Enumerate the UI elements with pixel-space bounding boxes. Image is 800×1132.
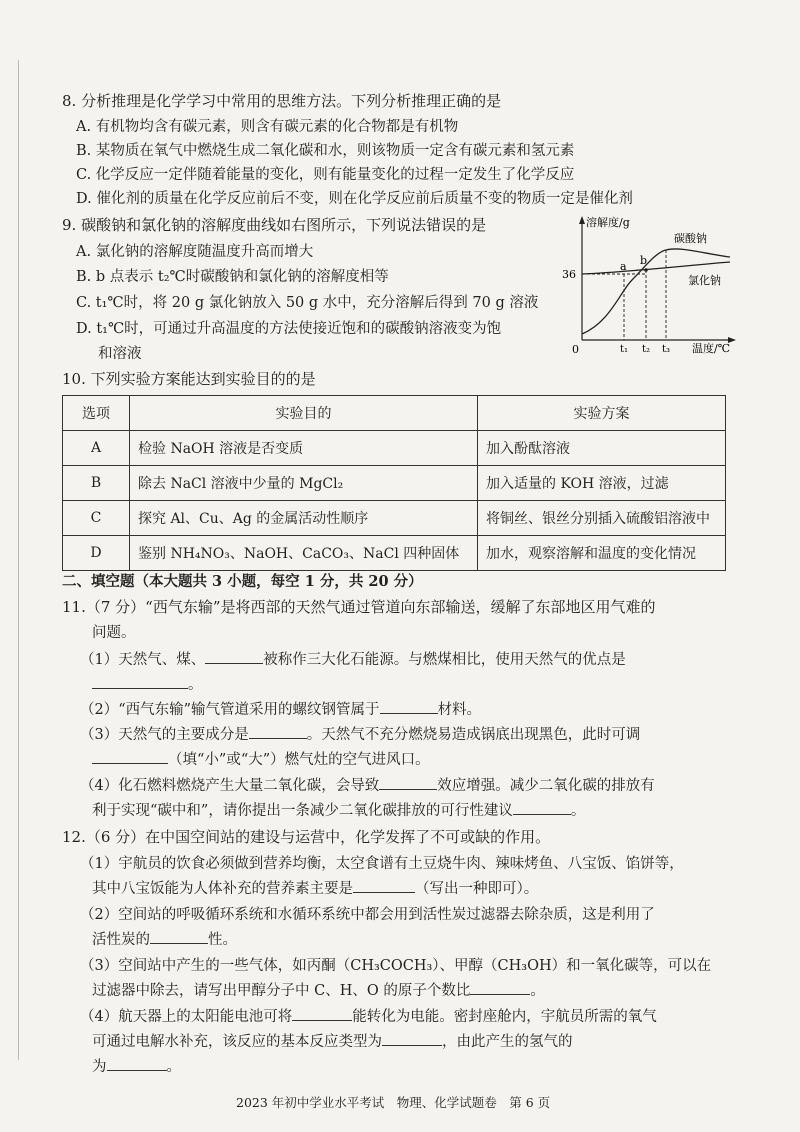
q11-part4 [80,774,655,795]
page-footer: 2023 年初中学业水平考试 物理、化学试题卷 第 6 页 [236,1095,551,1110]
q9-stem: 9. 碳酸钠和氯化钠的溶解度曲线如右图所示，下列说法错误的是 [62,216,487,234]
q12-part3-cont [92,979,545,1000]
curve2-label: 氯化钠 [688,274,721,287]
q12-stem: 12.（6 分）在中国空间站的建设与运营中，化学发挥了不可或缺的作用。 [62,828,551,846]
q12-part4-cont2 [92,1055,181,1076]
answer-blank[interactable] [292,1020,352,1021]
q11-p4-text: 效应增强。减少二氧化碳的排放有 [437,778,655,794]
t3-label: t₃ [662,344,671,355]
q9-option-d: D. t₁℃时，可通过升高温度的方法使接近饱和的碳酸钠溶液变为饱 [76,321,502,337]
page-binding-line [18,60,19,1060]
table-cell: 将铜丝、银丝分别插入硫酸铝溶液中 [478,501,726,536]
q11-part4-cont [92,799,585,820]
table-header: 选项 [63,396,130,431]
table-row [63,466,726,501]
q11-p1-text: 。 [188,677,203,693]
q11-part3-cont [92,748,430,769]
q9-option-d-cont: 和溶液 [98,346,142,362]
answer-blank[interactable] [513,814,571,815]
q12-p4-text: 能转化为电能。密封座舱内，宇航员所需的氧气 [352,1009,657,1025]
table-cell: B [63,466,130,501]
t2-label: t₂ [642,344,651,355]
q10-stem: 10. 下列实验方案能达到实验目的的是 [62,370,316,388]
origin-label: 0 [572,343,579,356]
y-axis-label: 溶解度/g [586,216,630,229]
q12-part1: （1）宇航员的饮食必须做到营养均衡，太空食谱有土豆烧牛肉、辣味烤鱼、八宝饭、馅饼等， [80,856,684,872]
solubility-graph [560,212,740,357]
answer-blank[interactable] [470,994,530,995]
q12-part1-cont [92,877,538,898]
q11-p1-text: （1）天然气、煤、 [80,652,206,668]
q12-part3: （3）空间站中产生的一些气体，如丙酮（CH₃COCH₃）、甲醇（CH₃OH）和一氧化碳等，可以在 [80,958,712,974]
t1-label: t₁ [620,344,629,355]
q11-p4-text: 利于实现“碳中和”，请你提出一条减少二氧化碳排放的可行性建议 [92,803,513,819]
q11-p3-text: （3）天然气的主要成分是 [80,727,249,743]
q12-p4-text: ，由此产生的氢气的 [442,1034,573,1050]
q11-p3-text: （填“小”或“大”）燃气灶的空气进风口。 [168,752,430,768]
q11-part2 [80,698,481,719]
experiment-table [62,395,726,571]
q8-option-b: B. 某物质在氧气中燃烧生成二氧化碳和水，则该物质一定含有碳元素和氢元素 [76,143,575,159]
point-a-label: a [620,260,627,273]
answer-blank[interactable] [205,663,263,664]
q11-stem: 11.（7 分）“西气东输”是将西部的天然气通过管道向东部输送，缓解了东部地区用气难的 [62,598,656,616]
q11-part1-cont [92,673,203,694]
q12-part2: （2）空间站的呼吸循环系统和水循环系统中都会用到活性炭过滤器去除杂质，这是利用了 [80,907,655,923]
table-cell: 探究 Al、Cu、Ag 的金属活动性顺序 [130,501,478,536]
answer-blank[interactable] [92,763,168,764]
sodium-chloride-curve [582,262,730,274]
sodium-carbonate-curve [582,249,730,334]
answer-blank[interactable] [380,713,438,714]
q11-part3 [80,723,640,744]
q11-p1-text: 被称作三大化石能源。与燃煤相比，使用天然气的优点是 [263,652,626,668]
q11-p3-text: 。天然气不充分燃烧易造成锅底出现黑色，此时可调 [306,727,641,743]
table-cell: 加水，观察溶解和温度的变化情况 [478,536,726,571]
table-header-row [63,396,726,431]
q12-p1-text: 其中八宝饭能为人体补充的营养素主要是 [92,881,353,897]
q12-part4-cont [92,1030,573,1051]
table-cell: 加入酚酞溶液 [478,431,726,466]
q12-p2-text: 活性炭的 [92,932,150,948]
table-header: 实验目的 [130,396,478,431]
table-cell: 检验 NaOH 溶液是否变质 [130,431,478,466]
q11-p4-text: 。 [570,803,586,819]
q11-p2-text: （2）“西气东输”输气管道采用的螺纹钢管属于 [80,702,380,718]
answer-blank[interactable] [249,738,307,739]
q11-stem-cont: 问题。 [92,625,136,641]
q12-part4 [80,1005,657,1026]
table-cell: 鉴别 NH₄NO₃、NaOH、CaCO₃、NaCl 四种固体 [130,536,478,571]
table-cell: C [63,501,130,536]
section-heading: 二、填空题（本大题共 3 小题，每空 1 分，共 20 分） [62,573,423,590]
answer-blank[interactable] [353,892,415,893]
table-row [63,431,726,466]
q9-option-a: A. 氯化钠的溶解度随温度升高而增大 [76,244,314,260]
q11-p2-text: 材料。 [437,702,482,718]
q12-p3-text: 过滤器中除去，请写出甲醇分子中 C、H、O 的原子个数比 [92,983,471,999]
q12-p4-text: 可通过电解水补充，该反应的基本反应类型为 [92,1034,382,1050]
q9-option-c: C. t₁℃时，将 20 g 氯化钠放入 50 g 水中，充分溶解后得到 70 g 溶液 [76,295,539,311]
table-row [63,501,726,536]
q12-part2-cont [92,928,237,949]
point-b-dot [644,268,648,272]
table-cell: 除去 NaCl 溶液中少量的 MgCl₂ [130,466,478,501]
answer-blank[interactable] [150,943,208,944]
q11-p4-text: （4）化石燃料燃烧产生大量二氧化碳，会导致 [80,778,380,794]
q12-p1-text: （写出一种即可）。 [415,881,539,897]
q11-part1 [80,648,626,669]
point-b-label: b [640,254,648,267]
answer-blank[interactable] [107,1070,167,1071]
q9-option-b: B. b 点表示 t₂℃时碳酸钠和氯化钠的溶解度相等 [76,269,389,285]
q12-p3-text: 。 [530,983,545,999]
q12-p4-text: 。 [166,1059,181,1075]
table-cell: D [63,536,130,571]
answer-blank[interactable] [379,789,437,790]
curve1-label: 碳酸钠 [674,232,707,245]
y-axis-arrow [579,216,585,224]
table-cell: 加入适量的 KOH 溶液，过滤 [478,466,726,501]
answer-blank[interactable] [382,1045,442,1046]
table-cell: A [63,431,130,466]
table-header: 实验方案 [478,396,726,431]
answer-blank[interactable] [92,688,188,689]
q8-option-d: D. 催化剂的质量在化学反应前后不变，则在化学反应前后质量不变的物质一定是催化剂 [76,191,633,207]
q8-option-c: C. 化学反应一定伴随着能量的变化，则有能量变化的过程一定发生了化学反应 [76,167,575,183]
table-row [63,536,726,571]
q8-stem: 8. 分析推理是化学学习中常用的思维方法。下列分析推理正确的是 [62,92,502,110]
y-tick-36: 36 [562,268,576,281]
q12-p2-text: 性。 [208,932,237,948]
q12-p4-text: 为 [92,1059,107,1075]
q12-p4-text: （4）航天器上的太阳能电池可将 [80,1009,293,1025]
x-axis-label: 温度/℃ [692,342,731,355]
q8-option-a: A. 有机物均含有碳元素，则含有碳元素的化合物都是有机物 [76,119,459,135]
